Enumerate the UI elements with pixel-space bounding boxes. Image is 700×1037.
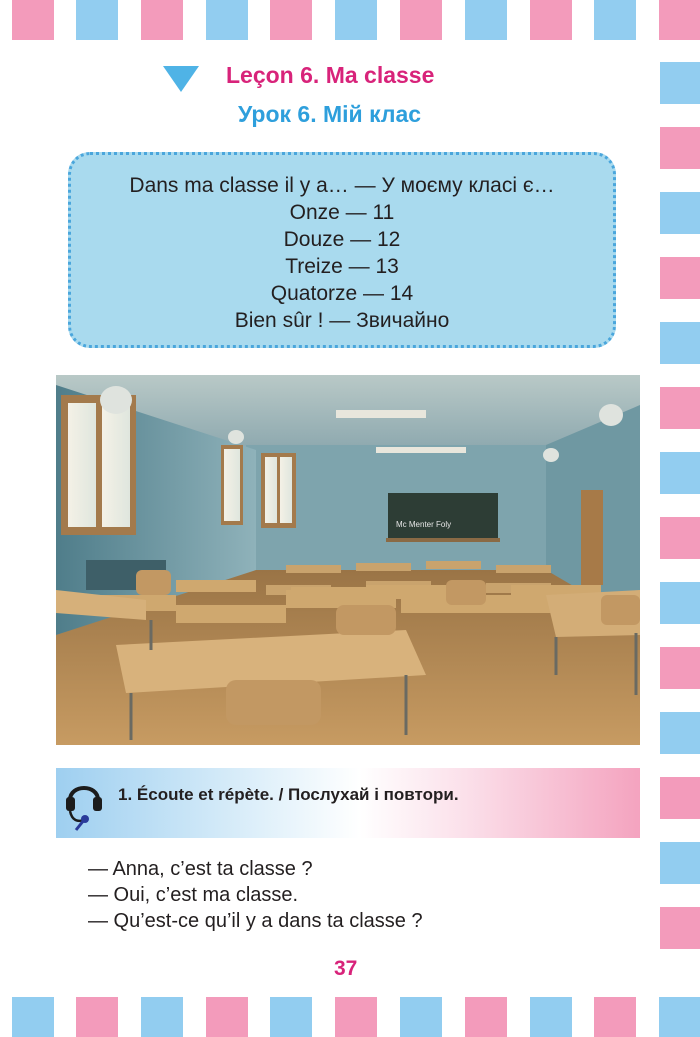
border-square bbox=[530, 997, 572, 1037]
lesson-title-french: Leçon 6. Ma classe bbox=[226, 62, 435, 88]
classroom-illustration bbox=[56, 375, 640, 745]
border-square bbox=[660, 907, 700, 949]
border-square bbox=[270, 997, 312, 1037]
border-square bbox=[335, 0, 377, 40]
border-square bbox=[206, 0, 248, 40]
vocabulary-line: Treize — 13 bbox=[285, 255, 399, 278]
exercise-title: 1. Écoute et répète. / Послухай і повтори. bbox=[118, 785, 459, 804]
vocabulary-line: Dans ma classe il y a… — У моєму класі є… bbox=[129, 174, 555, 197]
lesson-title-ukrainian: Урок 6. Мій клас bbox=[238, 101, 422, 127]
border-square bbox=[400, 997, 442, 1037]
border-square bbox=[270, 0, 312, 40]
vocabulary-line: Bien sûr ! — Звичайно bbox=[234, 309, 450, 332]
border-square bbox=[12, 997, 54, 1037]
border-square bbox=[660, 62, 700, 104]
border-square bbox=[660, 712, 700, 754]
border-square bbox=[12, 0, 54, 40]
vocabulary-line: Douze — 12 bbox=[283, 228, 401, 251]
border-square bbox=[206, 997, 248, 1037]
blackboard-text: Mc Menter Foly bbox=[396, 520, 452, 529]
border-square bbox=[530, 0, 572, 40]
border-square bbox=[594, 997, 636, 1037]
dialog bbox=[88, 856, 423, 934]
border-square bbox=[660, 517, 700, 559]
headphones-microphone-icon bbox=[64, 776, 108, 839]
vocabulary-box bbox=[68, 152, 616, 348]
border-square bbox=[76, 0, 118, 40]
border-square bbox=[465, 997, 507, 1037]
border-square bbox=[660, 842, 700, 884]
dialog-line: — Oui, c’est ma classe. bbox=[88, 884, 299, 906]
border-square bbox=[660, 647, 700, 689]
page-number: 37 bbox=[334, 957, 358, 980]
border-square bbox=[660, 582, 700, 624]
border-square bbox=[335, 997, 377, 1037]
border-square bbox=[659, 0, 700, 40]
border-square bbox=[660, 452, 700, 494]
vocabulary-line: Onze — 11 bbox=[289, 201, 395, 224]
dialog-line: — Qu’est-ce qu’il y a dans ta classe ? bbox=[88, 910, 423, 932]
triangle-marker-icon bbox=[163, 66, 199, 92]
dialog-line: — Anna, c’est ta classe ? bbox=[88, 858, 313, 880]
border-square bbox=[76, 997, 118, 1037]
border-square bbox=[465, 0, 507, 40]
border-square bbox=[594, 0, 636, 40]
border-square bbox=[400, 0, 442, 40]
classroom-photo bbox=[56, 375, 640, 745]
border-square bbox=[660, 777, 700, 819]
border-square bbox=[659, 997, 700, 1037]
border-square bbox=[660, 257, 700, 299]
border-square bbox=[141, 997, 183, 1037]
border-square bbox=[660, 322, 700, 364]
border-square bbox=[660, 127, 700, 169]
border-square bbox=[141, 0, 183, 40]
border-square bbox=[660, 192, 700, 234]
border-square bbox=[660, 387, 700, 429]
vocabulary-line: Quatorze — 14 bbox=[270, 282, 414, 305]
